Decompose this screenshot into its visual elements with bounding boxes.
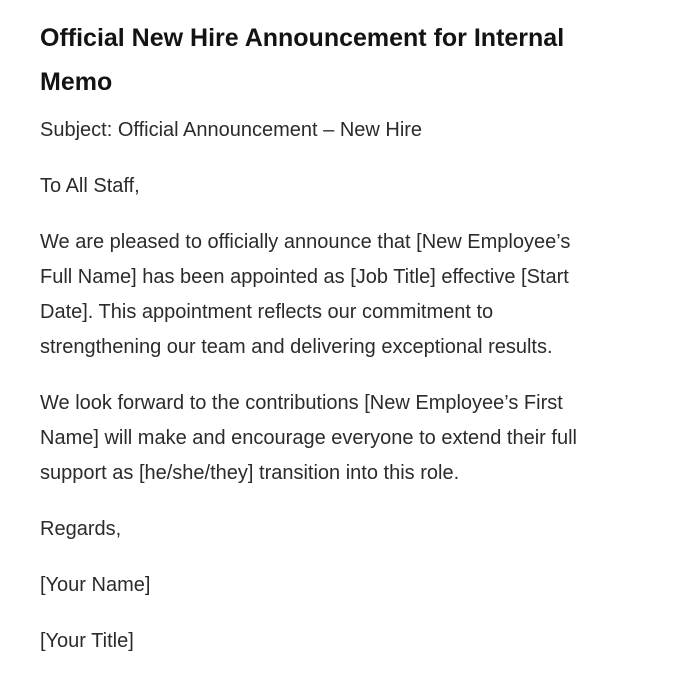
body-paragraph-announcement: We are pleased to officially announce that [New Employee’s Full Name] has been appointed as [Job Title] effective [Start Date]. This appointment reflects our commitment to strengthening our team and delivering exceptional results. [40, 231, 571, 358]
signature-title-placeholder: [Your Title] [40, 630, 134, 652]
body-paragraph-support: We look forward to the contributions [New Employee’s First Name] will make and encourage everyone to extend their full support as [he/she/they] transition into this role. [40, 392, 577, 484]
page-title: Official New Hire Announcement for Internal Memo [40, 24, 565, 96]
signature-name-placeholder: [Your Name] [40, 574, 151, 596]
salutation: To All Staff, [40, 175, 140, 197]
subject-line: Subject: Official Announcement – New Hire [40, 119, 423, 141]
closing: Regards, [40, 518, 122, 540]
